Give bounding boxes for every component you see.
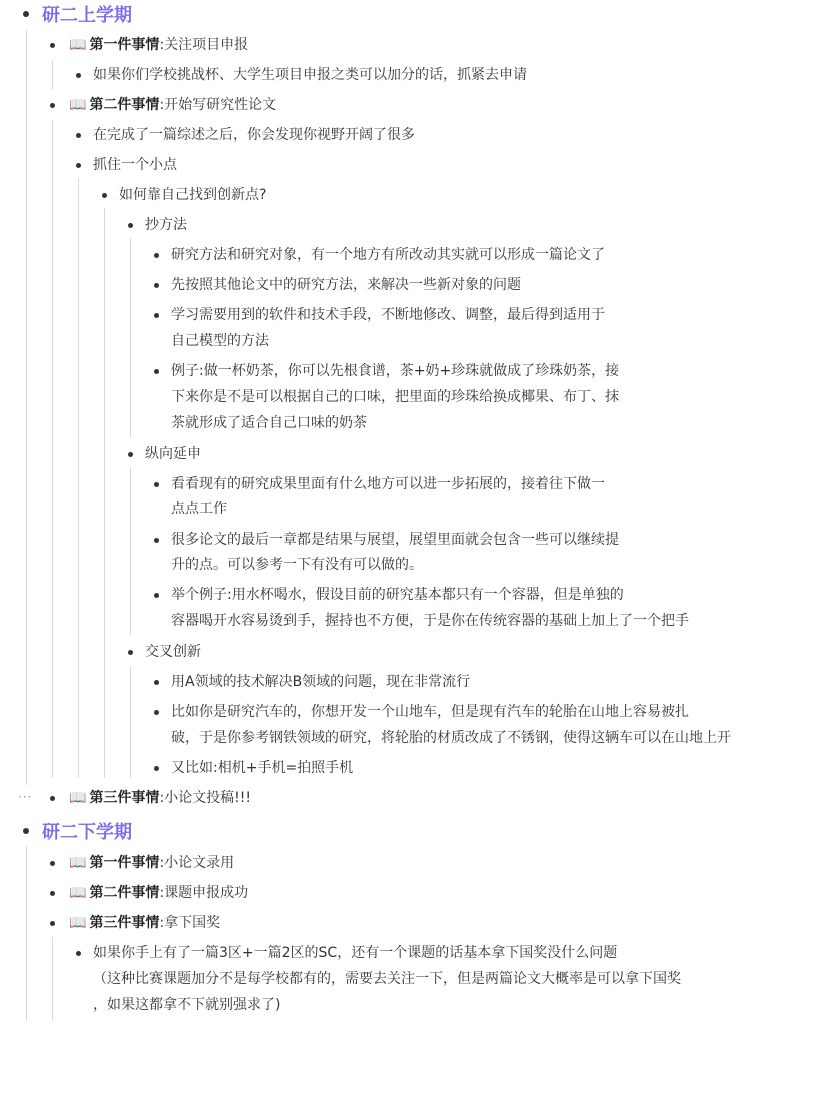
item-bullet[interactable] <box>128 223 133 228</box>
item-label: 第一件事情 <box>89 855 160 871</box>
outline-item[interactable] <box>69 91 276 119</box>
item-label: 第三件事情 <box>89 915 160 931</box>
item-bullet[interactable] <box>154 593 159 598</box>
item-bullet[interactable] <box>50 861 55 866</box>
outline-item-continuation: 升的点。可以参考一下有没有可以做的。 <box>171 557 423 573</box>
outline-item-continuation: ，如果这都拿不下就别强求了) <box>93 997 281 1013</box>
guide-line <box>130 666 131 778</box>
outline-item-continuation: 点点工作 <box>171 501 227 517</box>
ellipsis-icon[interactable]: ··· <box>18 790 33 804</box>
section-bullet[interactable] <box>23 11 29 17</box>
item-text: :关注项目申报 <box>159 37 249 53</box>
item-bullet[interactable] <box>50 891 55 896</box>
guide-line <box>26 846 27 1021</box>
outline-item[interactable]: 举个例子:用水杯喝水，假设目前的研究基本都只有一个容器，但是单独的 <box>171 587 624 603</box>
item-label: 第二件事情 <box>89 885 160 901</box>
item-bullet[interactable] <box>154 482 159 487</box>
section-bullet[interactable] <box>23 828 29 834</box>
outline-item[interactable]: 如果你手上有了一篇3区+一篇2区的SC，还有一个课题的话基本拿下国奖没什么问题 <box>93 945 618 961</box>
outline-item-continuation: 茶就形成了适合自己口味的奶茶 <box>171 415 367 431</box>
outline-item[interactable]: 比如你是研究汽车的，你想开发一个山地车，但是现有汽车的轮胎在山地上容易被扎 <box>171 704 689 720</box>
item-label: 第二件事情 <box>89 97 160 113</box>
guide-line <box>104 208 105 778</box>
item-bullet[interactable] <box>154 313 159 318</box>
outline-item-continuation: 容器喝开水容易烫到手，握持也不方便，于是你在传统容器的基础上加上了一个把手 <box>171 613 689 629</box>
item-bullet[interactable] <box>128 452 133 457</box>
outline-item[interactable]: 看看现有的研究成果里面有什么地方可以进一步拓展的，接着往下做一 <box>171 476 605 492</box>
outline-item[interactable] <box>69 879 248 907</box>
outline-item[interactable]: 先按照其他论文中的研究方法，来解决一些新对象的问题 <box>171 277 521 293</box>
outline-item[interactable] <box>69 784 251 812</box>
item-bullet[interactable] <box>50 43 55 48</box>
open-book-icon: 📖 <box>69 885 87 901</box>
item-bullet[interactable] <box>154 680 159 685</box>
item-text: :小论文录用 <box>159 855 235 871</box>
guide-line <box>78 178 79 778</box>
item-bullet[interactable] <box>50 921 55 926</box>
item-bullet[interactable] <box>154 253 159 258</box>
outline-item[interactable]: 例子:做一杯奶茶，你可以先根食谱，茶+奶+珍珠就做成了珍珠奶茶，接 <box>171 363 620 379</box>
open-book-icon: 📖 <box>69 97 87 113</box>
outline-item-continuation: 自己模型的方法 <box>171 333 269 349</box>
item-label: 第一件事情 <box>89 37 160 53</box>
item-bullet[interactable] <box>50 796 55 801</box>
outline-item[interactable]: 交叉创新 <box>145 644 201 660</box>
outline-item[interactable]: 如何靠自己找到创新点? <box>119 187 267 203</box>
guide-line <box>52 120 53 778</box>
guide-line <box>26 30 27 785</box>
item-text: :小论文投稿!!! <box>159 790 251 806</box>
item-bullet[interactable] <box>154 283 159 288</box>
outline-item[interactable]: 研究方法和研究对象，有一个地方有所改动其实就可以形成一篇论文了 <box>171 247 605 263</box>
item-text: :开始写研究性论文 <box>159 97 277 113</box>
outline-item[interactable]: 抄方法 <box>145 217 187 233</box>
outline-item[interactable]: 用A领域的技术解决B领域的问题，现在非常流行 <box>171 674 471 690</box>
outline-item[interactable]: 在完成了一篇综述之后，你会发现你视野开阔了很多 <box>93 127 415 143</box>
item-bullet[interactable] <box>128 650 133 655</box>
item-bullet[interactable] <box>76 133 81 138</box>
outline-item[interactable]: 学习需要用到的软件和技术手段，不断地修改、调整，最后得到适用于 <box>171 307 605 323</box>
guide-line <box>130 467 131 635</box>
open-book-icon: 📖 <box>69 915 87 931</box>
outline-item[interactable]: 抓住一个小点 <box>93 157 177 173</box>
item-label: 第三件事情 <box>89 790 160 806</box>
outline-item[interactable] <box>69 909 220 937</box>
item-bullet[interactable] <box>102 193 107 198</box>
item-bullet[interactable] <box>76 163 81 168</box>
outline-item[interactable]: 又比如:相机+手机=拍照手机 <box>171 760 354 776</box>
section-title[interactable]: 研二上学期 <box>42 5 132 26</box>
outline-item[interactable] <box>69 849 234 877</box>
outline-item[interactable]: 如果你们学校挑战杯、大学生项目申报之类可以加分的话，抓紧去申请 <box>93 67 527 83</box>
item-bullet[interactable] <box>154 538 159 543</box>
item-bullet[interactable] <box>154 369 159 374</box>
item-bullet[interactable] <box>154 710 159 715</box>
guide-line <box>52 60 53 90</box>
item-text: :课题申报成功 <box>159 885 249 901</box>
item-bullet[interactable] <box>76 73 81 78</box>
open-book-icon: 📖 <box>69 790 87 806</box>
guide-line <box>52 937 53 1021</box>
section-title[interactable]: 研二下学期 <box>42 822 132 843</box>
open-book-icon: 📖 <box>69 37 87 53</box>
outline-item[interactable] <box>69 31 248 59</box>
item-bullet[interactable] <box>154 766 159 771</box>
outline-item-continuation: （这种比赛课题加分不是每学校都有的，需要去关注一下，但是两篇论文大概率是可以拿下国奖 <box>93 971 681 987</box>
outline-item[interactable]: 很多论文的最后一章都是结果与展望，展望里面就会包含一些可以继续提 <box>171 532 619 548</box>
item-bullet[interactable] <box>76 951 81 956</box>
open-book-icon: 📖 <box>69 855 87 871</box>
item-bullet[interactable] <box>50 103 55 108</box>
item-text: :拿下国奖 <box>159 915 221 931</box>
outline-item-continuation: 下来你是不是可以根据自己的口味，把里面的珍珠给换成椰果、布丁、抹 <box>171 389 619 405</box>
outline-item-continuation: 破，于是你参考钢铁领域的研究，将轮胎的材质改成了不锈钢，使得这辆车可以在山地上开 <box>171 730 731 746</box>
guide-line <box>130 238 131 438</box>
outline-item[interactable]: 纵向延申 <box>145 446 201 462</box>
